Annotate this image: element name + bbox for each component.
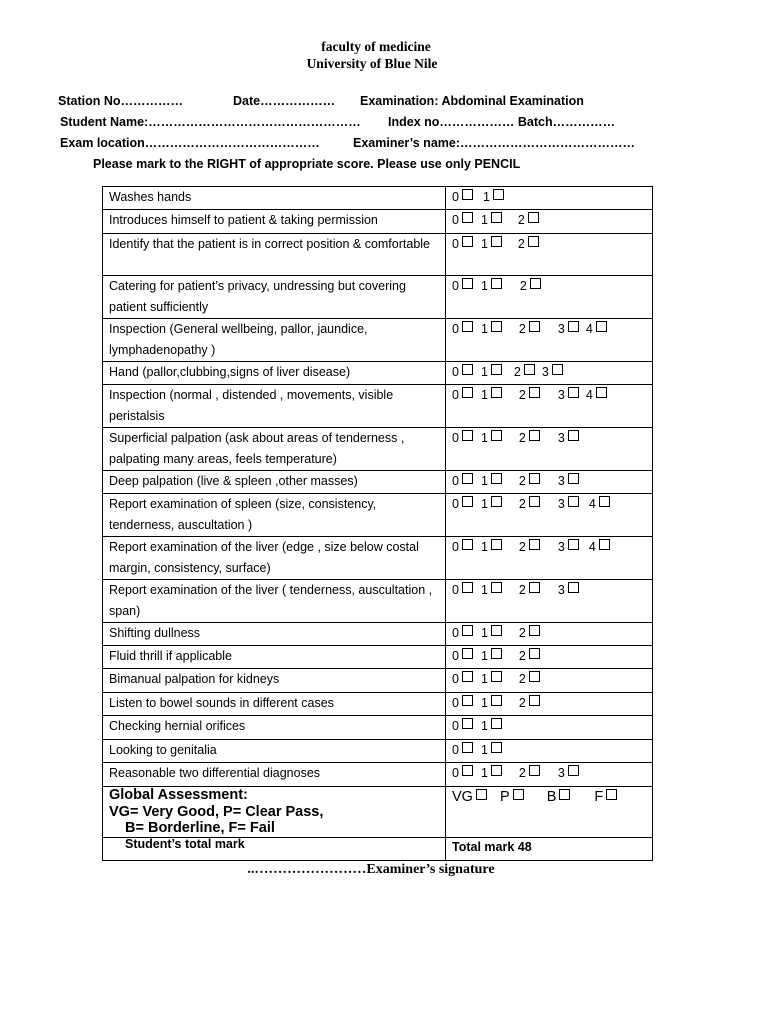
university-heading: University of Blue Nile — [306, 56, 438, 71]
score-options — [446, 234, 653, 276]
score-options — [446, 471, 653, 494]
score-option[interactable] — [452, 623, 473, 644]
score-value: 2 — [517, 237, 525, 251]
table-row — [103, 623, 653, 646]
score-value: 0 — [452, 237, 459, 251]
score-value: 1 — [480, 365, 488, 379]
table-row — [103, 385, 653, 428]
station-field: Station No…………… — [58, 94, 183, 108]
checkbox-icon[interactable] — [491, 278, 502, 289]
score-value: 1 — [480, 766, 488, 780]
checkbox-icon[interactable] — [530, 278, 541, 289]
score-option[interactable] — [586, 319, 607, 340]
score-option[interactable] — [558, 580, 579, 601]
score-options — [446, 385, 653, 428]
criterion-text: Washes hands — [103, 187, 446, 210]
score-option[interactable] — [519, 693, 540, 714]
checkbox-icon[interactable] — [491, 671, 502, 682]
score-option[interactable] — [481, 276, 502, 297]
checkbox-icon[interactable] — [462, 648, 473, 659]
score-option[interactable] — [558, 471, 579, 492]
score-option[interactable] — [452, 763, 473, 784]
score-value: 0 — [452, 743, 459, 757]
score-value: 3 — [557, 388, 565, 402]
score-option[interactable] — [452, 428, 473, 449]
checkbox-icon[interactable] — [529, 765, 540, 776]
score-option[interactable] — [481, 234, 502, 255]
score-option[interactable] — [452, 276, 473, 297]
checkbox-icon[interactable] — [462, 430, 473, 441]
score-value: 2 — [518, 540, 526, 554]
checkbox-icon[interactable] — [529, 648, 540, 659]
checkbox-icon[interactable] — [568, 496, 579, 507]
global-legend-line2: B= Borderline, F= Fail — [125, 820, 275, 836]
table-row — [103, 646, 653, 669]
criterion-text: Inspection (normal , distended , movements, visible peristalsis — [103, 385, 446, 428]
score-value: 3 — [557, 322, 565, 336]
checkbox-icon[interactable] — [568, 387, 579, 398]
criterion-text: Report examination of the liver ( tenderness, auscultation , span) — [103, 580, 446, 623]
score-value: 0 — [452, 365, 459, 379]
score-option[interactable] — [481, 471, 502, 492]
checkbox-icon[interactable] — [529, 582, 540, 593]
global-option[interactable]: VG — [452, 788, 487, 806]
checkbox-icon[interactable] — [462, 189, 473, 200]
score-option[interactable] — [558, 537, 579, 558]
checkbox-icon[interactable] — [491, 718, 502, 729]
checkbox-icon[interactable] — [568, 765, 579, 776]
instruction-text: Please mark to the RIGHT of appropriate score. Please use only PENCIL — [93, 157, 521, 171]
score-option[interactable] — [452, 669, 473, 690]
score-value: 2 — [513, 365, 521, 379]
score-value: 2 — [517, 213, 525, 227]
score-option[interactable] — [452, 646, 473, 667]
checkbox-icon[interactable] — [491, 473, 502, 484]
examination-field: Examination: Abdominal Examination — [360, 94, 584, 108]
global-legend-line1: VG= Very Good, P= Clear Pass, — [109, 803, 324, 820]
table-row — [103, 210, 653, 234]
score-option[interactable] — [481, 623, 502, 644]
checkbox-icon[interactable] — [462, 321, 473, 332]
score-option[interactable] — [452, 471, 473, 492]
checkbox-icon[interactable] — [476, 789, 487, 800]
score-value: 3 — [557, 540, 565, 554]
score-option[interactable] — [520, 276, 541, 297]
criterion-text: Inspection (General wellbeing, pallor, jaundice, lymphadenopathy ) — [103, 319, 446, 362]
score-value: 0 — [452, 540, 459, 554]
score-option[interactable] — [519, 646, 540, 667]
checkbox-icon[interactable] — [491, 496, 502, 507]
score-value: 4 — [588, 540, 596, 554]
score-value: 4 — [588, 497, 596, 511]
score-value: 1 — [482, 190, 490, 204]
score-value: 3 — [557, 431, 565, 445]
score-value: 4 — [585, 322, 593, 336]
score-option[interactable] — [452, 234, 473, 255]
score-value: 1 — [480, 388, 488, 402]
score-option[interactable] — [481, 763, 502, 784]
score-value: 0 — [452, 696, 459, 710]
checkbox-icon[interactable] — [491, 582, 502, 593]
score-options — [446, 693, 653, 716]
score-option[interactable] — [481, 716, 502, 737]
score-options — [446, 623, 653, 646]
score-options — [446, 669, 653, 693]
checkbox-icon[interactable] — [599, 539, 610, 550]
score-option[interactable] — [481, 428, 502, 449]
score-option[interactable] — [452, 537, 473, 558]
score-value: 2 — [518, 583, 526, 597]
global-option[interactable]: B — [547, 788, 571, 806]
checkbox-icon[interactable] — [528, 212, 539, 223]
score-value: 3 — [557, 583, 565, 597]
checkbox-icon[interactable] — [462, 671, 473, 682]
score-table — [102, 186, 653, 861]
score-option[interactable] — [481, 669, 502, 690]
criterion-text: Introduces himself to patient & taking permission — [103, 210, 446, 234]
score-options — [446, 494, 653, 537]
criterion-text: Listen to bowel sounds in different cases — [103, 693, 446, 716]
score-options — [446, 187, 653, 210]
checkbox-icon[interactable] — [529, 321, 540, 332]
checkbox-icon[interactable] — [529, 671, 540, 682]
score-value: 0 — [452, 474, 459, 488]
score-options — [446, 580, 653, 623]
score-value: 4 — [585, 388, 593, 402]
checkbox-icon[interactable] — [596, 387, 607, 398]
score-value: 1 — [480, 626, 488, 640]
checkbox-icon[interactable] — [462, 539, 473, 550]
score-option[interactable] — [519, 763, 540, 784]
score-options — [446, 319, 653, 362]
score-option[interactable] — [558, 428, 579, 449]
score-option[interactable] — [589, 537, 610, 558]
score-option[interactable] — [514, 362, 535, 383]
criterion-text: Fluid thrill if applicable — [103, 646, 446, 669]
score-option[interactable] — [481, 693, 502, 714]
score-value: 3 — [557, 474, 565, 488]
score-value: 0 — [452, 388, 459, 402]
score-option[interactable] — [481, 385, 502, 406]
checkbox-icon[interactable] — [599, 496, 610, 507]
score-option[interactable] — [586, 385, 607, 406]
score-options — [446, 210, 653, 234]
checkbox-icon[interactable] — [529, 473, 540, 484]
score-value: 0 — [452, 213, 459, 227]
checkbox-icon[interactable] — [491, 321, 502, 332]
score-value: 0 — [452, 322, 459, 336]
score-option[interactable] — [519, 428, 540, 449]
checkbox-icon[interactable] — [606, 789, 617, 800]
score-option[interactable] — [481, 740, 502, 761]
checkbox-icon[interactable] — [462, 625, 473, 636]
score-value: 1 — [480, 279, 488, 293]
score-value: 2 — [518, 672, 526, 686]
criterion-text: Looking to genitalia — [103, 740, 446, 763]
score-option[interactable] — [452, 693, 473, 714]
score-option[interactable] — [481, 646, 502, 667]
score-option[interactable] — [452, 362, 473, 383]
checkbox-icon[interactable] — [529, 695, 540, 706]
score-option[interactable] — [519, 623, 540, 644]
score-value: 3 — [541, 365, 549, 379]
checkbox-icon[interactable] — [568, 539, 579, 550]
checkbox-icon[interactable] — [491, 695, 502, 706]
criterion-text: Deep palpation (live & spleen ,other masses) — [103, 471, 446, 494]
examiner-name-field: Examiner’s name:…………………………………… — [353, 136, 635, 150]
student-total-label: Student’s total mark — [103, 838, 446, 861]
checkbox-icon[interactable] — [529, 539, 540, 550]
table-row — [103, 669, 653, 693]
score-option[interactable] — [558, 494, 579, 515]
total-row — [103, 838, 653, 861]
checkbox-icon[interactable] — [462, 496, 473, 507]
criterion-text: Report examination of the liver (edge , size below costal margin, consistency, surface) — [103, 537, 446, 580]
total-mark: Total mark 48 — [446, 838, 653, 861]
score-options — [446, 740, 653, 763]
score-value: 3 — [557, 497, 565, 511]
date-field: Date……………… — [233, 94, 336, 108]
score-value: 0 — [452, 719, 459, 733]
score-option[interactable] — [519, 580, 540, 601]
score-value: 1 — [480, 696, 488, 710]
score-option[interactable] — [452, 187, 473, 208]
table-row — [103, 763, 653, 787]
global-assessment-cell — [103, 787, 446, 838]
score-option[interactable] — [481, 494, 502, 515]
table-row — [103, 494, 653, 537]
score-value: 1 — [480, 719, 488, 733]
checkbox-icon[interactable] — [491, 430, 502, 441]
score-option[interactable] — [481, 210, 502, 231]
score-option[interactable] — [589, 494, 610, 515]
score-value: 1 — [480, 497, 488, 511]
table-row — [103, 580, 653, 623]
global-option[interactable]: P — [500, 788, 524, 806]
criterion-text: Checking hernial orifices — [103, 716, 446, 740]
student-name-field: Student Name:…………………………………………… — [60, 115, 361, 129]
score-value: 2 — [518, 649, 526, 663]
score-options — [446, 716, 653, 740]
global-assessment-title: Global Assessment: — [109, 787, 248, 803]
score-option[interactable] — [518, 210, 539, 231]
score-option[interactable] — [452, 210, 473, 231]
score-option[interactable] — [519, 471, 540, 492]
checkbox-icon[interactable] — [529, 387, 540, 398]
score-value: 1 — [480, 322, 488, 336]
checkbox-icon[interactable] — [491, 648, 502, 659]
global-option[interactable]: F — [594, 788, 617, 806]
checkbox-icon[interactable] — [462, 718, 473, 729]
score-value: 2 — [518, 626, 526, 640]
score-option[interactable] — [452, 319, 473, 340]
checkbox-icon[interactable] — [529, 430, 540, 441]
criterion-text: Catering for patient’s privacy, undressing but covering patient sufficiently — [103, 276, 446, 319]
table-row — [103, 234, 653, 276]
score-option[interactable] — [519, 669, 540, 690]
checkbox-icon[interactable] — [529, 496, 540, 507]
criterion-text: Report examination of spleen (size, consistency, tenderness, auscultation ) — [103, 494, 446, 537]
score-option[interactable] — [452, 716, 473, 737]
score-value: 1 — [480, 213, 488, 227]
score-value: 1 — [480, 672, 488, 686]
score-option[interactable] — [481, 319, 502, 340]
score-option[interactable] — [481, 580, 502, 601]
score-value: 0 — [452, 279, 459, 293]
checkbox-icon[interactable] — [462, 236, 473, 247]
score-options — [446, 537, 653, 580]
score-options — [446, 276, 653, 319]
score-value: 2 — [518, 431, 526, 445]
score-option[interactable] — [452, 580, 473, 601]
table-row — [103, 319, 653, 362]
checkbox-icon[interactable] — [491, 236, 502, 247]
checkbox-icon[interactable] — [462, 278, 473, 289]
table-row — [103, 471, 653, 494]
exam-location-field: Exam location…………………………………… — [60, 136, 320, 150]
table-row — [103, 187, 653, 210]
index-batch-field: Index no……………… Batch…………… — [388, 115, 616, 129]
score-value: 0 — [452, 431, 459, 445]
checkbox-icon[interactable] — [568, 321, 579, 332]
checkbox-icon[interactable] — [528, 236, 539, 247]
score-option[interactable] — [452, 385, 473, 406]
criterion-text: Superficial palpation (ask about areas of tenderness , palpating many areas, feels temperature) — [103, 428, 446, 471]
score-value: 0 — [452, 626, 459, 640]
checkbox-icon[interactable] — [493, 189, 504, 200]
score-options — [446, 428, 653, 471]
score-option[interactable] — [518, 234, 539, 255]
table-row — [103, 716, 653, 740]
score-value: 2 — [518, 766, 526, 780]
checkbox-icon[interactable] — [491, 742, 502, 753]
checkbox-icon[interactable] — [491, 539, 502, 550]
checkbox-icon[interactable] — [529, 625, 540, 636]
global-assessment-legend — [103, 787, 445, 837]
score-options — [446, 763, 653, 787]
checkbox-icon[interactable] — [559, 789, 570, 800]
table-row — [103, 740, 653, 763]
score-value: 1 — [480, 743, 488, 757]
checkbox-icon[interactable] — [491, 212, 502, 223]
checkbox-icon[interactable] — [513, 789, 524, 800]
score-value: 1 — [480, 540, 488, 554]
score-option[interactable] — [558, 385, 579, 406]
score-value: 0 — [452, 497, 459, 511]
checkbox-icon[interactable] — [462, 765, 473, 776]
score-value: 0 — [452, 190, 459, 204]
checkbox-icon[interactable] — [568, 430, 579, 441]
criterion-text: Reasonable two differential diagnoses — [103, 763, 446, 787]
score-option[interactable] — [542, 362, 563, 383]
checkbox-icon[interactable] — [462, 473, 473, 484]
score-option[interactable] — [519, 319, 540, 340]
score-value: 1 — [480, 431, 488, 445]
checkbox-icon[interactable] — [524, 364, 535, 375]
checkbox-icon[interactable] — [462, 582, 473, 593]
score-value: 1 — [480, 583, 488, 597]
score-value: 0 — [452, 583, 459, 597]
criterion-text: Shifting dullness — [103, 623, 446, 646]
score-value: 1 — [480, 474, 488, 488]
score-value: 0 — [452, 672, 459, 686]
score-value: 2 — [518, 497, 526, 511]
table-row — [103, 693, 653, 716]
score-table-body — [103, 187, 653, 787]
checkbox-icon[interactable] — [568, 582, 579, 593]
score-option[interactable] — [558, 763, 579, 784]
checkbox-icon[interactable] — [596, 321, 607, 332]
global-assessment-row — [103, 787, 653, 838]
score-option[interactable] — [481, 537, 502, 558]
score-value: 2 — [518, 388, 526, 402]
score-value: 1 — [480, 649, 488, 663]
score-options — [446, 362, 653, 385]
score-value: 1 — [480, 237, 488, 251]
checkbox-icon[interactable] — [552, 364, 563, 375]
checkbox-icon[interactable] — [491, 364, 502, 375]
criterion-text: Hand (pallor,clubbing,signs of liver disease) — [103, 362, 446, 385]
score-option[interactable] — [452, 740, 473, 761]
checkbox-icon[interactable] — [491, 765, 502, 776]
score-option[interactable] — [483, 187, 504, 208]
global-options-cell — [446, 787, 653, 838]
score-value: 2 — [519, 279, 527, 293]
table-row — [103, 537, 653, 580]
criterion-text: Identify that the patient is in correct position & comfortable — [103, 234, 446, 276]
checkbox-icon[interactable] — [491, 625, 502, 636]
table-row — [103, 428, 653, 471]
checkbox-icon[interactable] — [462, 695, 473, 706]
score-option[interactable] — [519, 537, 540, 558]
checkbox-icon[interactable] — [568, 473, 579, 484]
checkbox-icon[interactable] — [462, 364, 473, 375]
score-options — [446, 646, 653, 669]
score-option[interactable] — [558, 319, 579, 340]
score-option[interactable] — [481, 362, 502, 383]
score-value: 2 — [518, 696, 526, 710]
score-option[interactable] — [519, 494, 540, 515]
score-value: 3 — [557, 766, 565, 780]
checkbox-icon[interactable] — [462, 742, 473, 753]
score-value: 0 — [452, 649, 459, 663]
criterion-text: Bimanual palpation for kidneys — [103, 669, 446, 693]
faculty-heading: faculty of medicine — [321, 39, 431, 54]
checkbox-icon[interactable] — [462, 387, 473, 398]
examiner-signature: ..……………………Examiner’s signature — [247, 862, 495, 877]
score-option[interactable] — [452, 494, 473, 515]
score-value: 0 — [452, 766, 459, 780]
table-row — [103, 276, 653, 319]
table-row — [103, 362, 653, 385]
checkbox-icon[interactable] — [462, 212, 473, 223]
checkbox-icon[interactable] — [491, 387, 502, 398]
score-value: 2 — [518, 322, 526, 336]
score-option[interactable] — [519, 385, 540, 406]
score-value: 2 — [518, 474, 526, 488]
